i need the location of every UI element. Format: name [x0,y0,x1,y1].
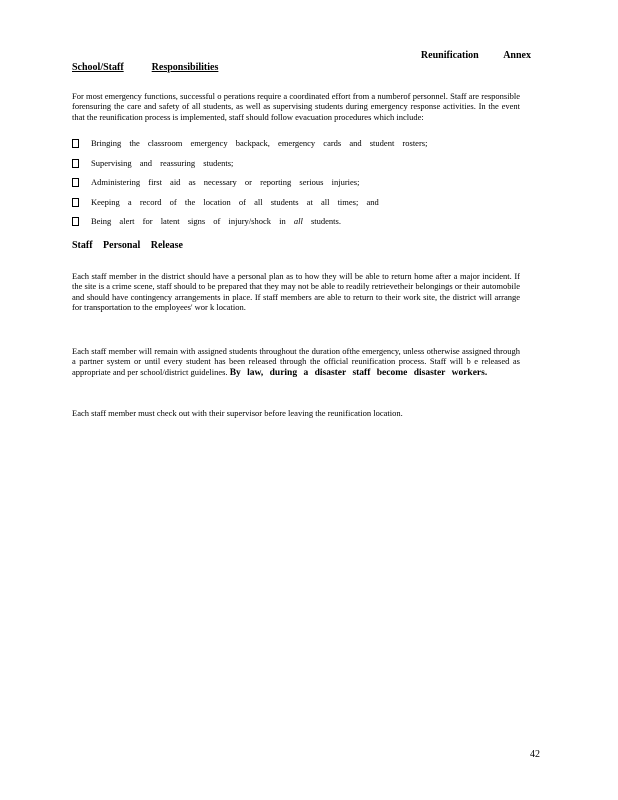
list-item [72,216,520,236]
bullet-text: Bringing the classroom emergency backpack, emergency cards and student rosters; [91,138,428,148]
annex-header-word2: Annex [503,50,531,61]
bullet-text-tail: students. [310,216,341,227]
bullet-text: Administering first aid as necessary or reporting serious injuries; [91,177,360,188]
page-number: 42 [530,749,540,760]
bullet-text: Keeping a record of the location of all students at all times; and [91,196,379,207]
annex-header [421,50,531,61]
intro-paragraph: For most emergency functions, successful o perations require a coordinated effort from a numberof personnel. Staff are responsible forensuring the care and safety of all students, as well as supervising students during emergency response activities. In the event that the reunification process is implemented, staff should follow evacuation procedures which include: [72,90,520,122]
section-title [72,62,248,73]
remain-paragraph [72,346,520,379]
bullet-text-italic: all [293,216,303,227]
annex-header-word1: Reunification [420,50,479,61]
disaster-workers-statement: By law, during a disaster staff become disaster workers. [229,367,488,378]
section-title-part2: Responsibilities [151,62,219,73]
remain-paragraph-text: Each staff member will remain with assigned students throughout the duration ofthe emergency, unless otherwise assigned through a partner system or until every student has been released through the official reunification process. Staff will b e released as appropriate and per school/district guidelines. [72,345,520,377]
checkbox-bullet-icon [72,198,79,207]
bullet-text-main: Being alert for latent signs of injury/shock in [91,216,286,227]
checkbox-bullet-icon [72,217,79,226]
list-item [72,177,520,197]
bullet-text: Supervising and reassuring students; [91,157,234,168]
checkbox-bullet-icon [72,178,79,187]
list-item [72,158,520,178]
bullet-list [72,138,520,236]
release-paragraph: Each staff member in the district should have a personal plan as to how they will be able to return home after a major incident. If the site is a crime scene, staff should to be prepared that they may not be able to readily retrievetheir belongings or their automobile and should have contingency arrangements in place. If staff members are able to return to their work site, the district will arrange for transportation to the employees' wor k location. [72,270,520,313]
subsection-title: Staff Personal Release [72,240,183,251]
list-item [72,138,520,158]
checkout-paragraph: Each staff member must check out with their supervisor before leaving the reunification location. [72,407,403,418]
checkbox-bullet-icon [72,139,79,148]
list-item [72,197,520,217]
bullet-text-last [91,216,341,226]
section-title-part1: School/Staff [72,62,124,73]
checkbox-bullet-icon [72,159,79,168]
